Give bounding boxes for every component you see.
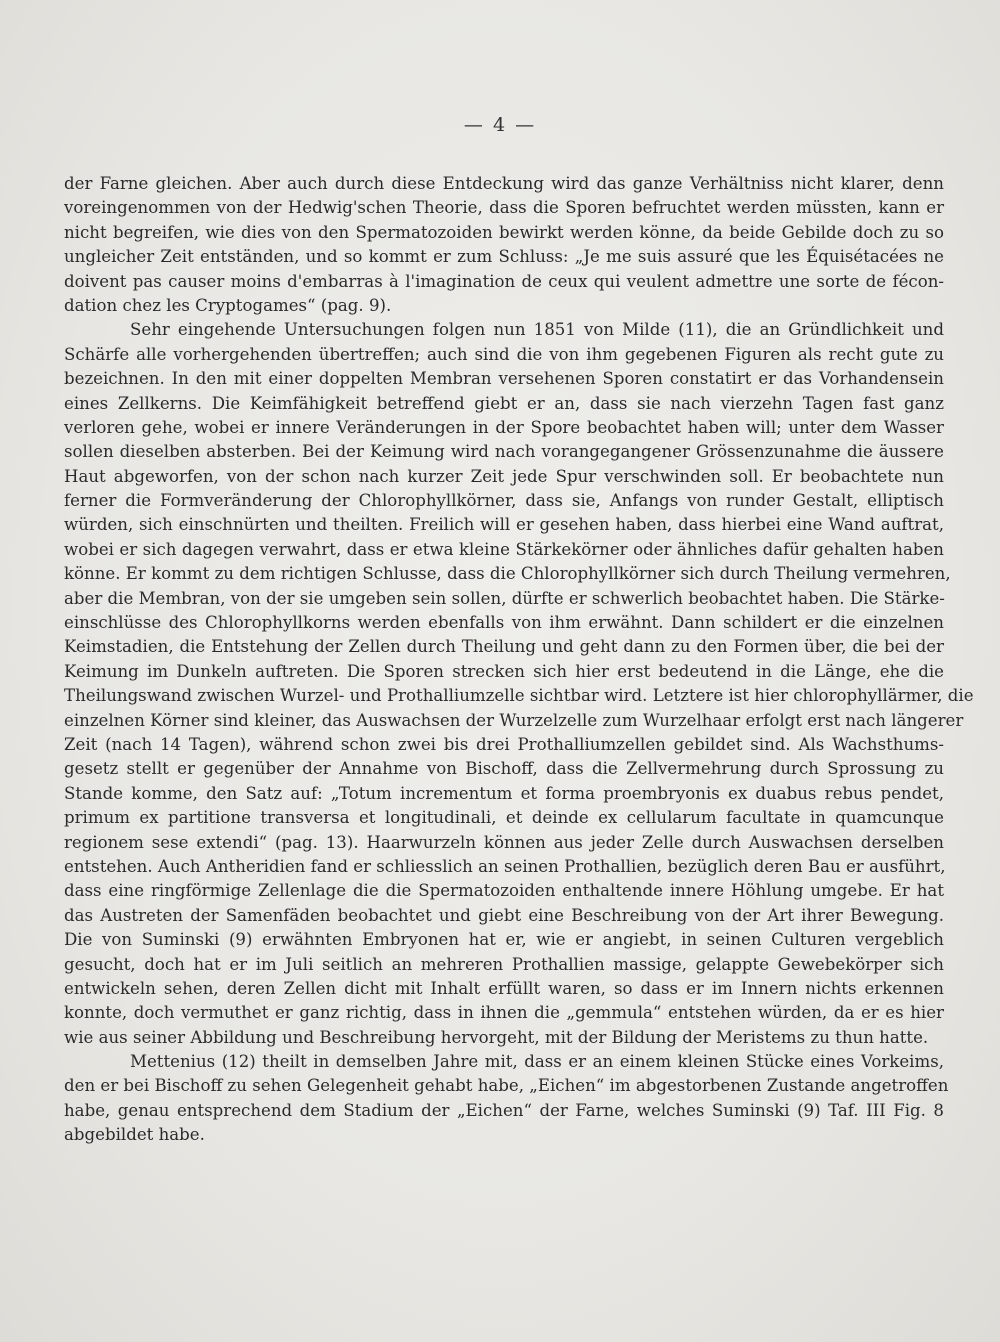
paragraph-start-line: Mettenius (12) theilt in demselben Jahre mit, dass er an einem kleinen Stücke eines Vorkeims, (130, 1052, 944, 1072)
text-line: das Austreten der Samenfäden beobachtet und giebt eine Beschreibung von der Art ihrer Bewegung. (64, 905, 944, 925)
text-line: entwickeln sehen, deren Zellen dicht mit Inhalt erfüllt waren, so dass er im Innern nichts erkennen (64, 978, 944, 998)
text-line: dation chez les Cryptogames“ (pag. 9). (64, 295, 392, 315)
text-line: abgebildet habe. (64, 1125, 205, 1145)
text-line: Zeit (nach 14 Tagen), während schon zwei bis drei Prothalliumzellen gebildet sind. Als Wachsthums- (64, 734, 944, 754)
text-line: gesucht, doch hat er im Juli seitlich an mehreren Prothallien massige, gelappte Gewebekörper sich (64, 954, 944, 974)
text-line: könne. Er kommt zu dem richtigen Schlusse, dass die Chlorophyllkörner sich durch Theilung vermehren, (64, 564, 951, 584)
paragraph-start-line: Sehr eingehende Untersuchungen folgen nun 1851 von Milde (11), die an Gründlichkeit und (130, 320, 944, 340)
text-line: den er bei Bischoff zu sehen Gelegenheit gehabt habe, „Eichen“ im abgestorbenen Zustande angetroffen (64, 1076, 949, 1096)
body-text (64, 172, 974, 1148)
text-line: Die von Suminski (9) erwähnten Embryonen hat er, wie er angiebt, in seinen Culturen vergeblich (64, 930, 944, 950)
text-line: doivent pas causer moins d'embarras à l'imagination de ceux qui veulent admettre une sorte de fécon- (64, 271, 944, 291)
text-line: Keimstadien, die Entstehung der Zellen durch Theilung und geht dann zu den Formen über, die bei der (64, 637, 944, 657)
text-line: ungleicher Zeit entständen, und so kommt er zum Schluss: „Je me suis assuré que les Équisétacées ne (64, 247, 944, 267)
text-line: würden, sich einschnürten und theilten. Freilich will er gesehen haben, dass hierbei eine Wand auftrat, (64, 515, 944, 535)
page-number: — 4 — (463, 114, 537, 136)
text-line: verloren gehe, wobei er innere Veränderungen in der Spore beobachtet haben will; unter dem Wasser (64, 417, 944, 437)
text-line: wie aus seiner Abbildung und Beschreibung hervorgeht, mit der Bildung der Meristems zu thun hatte. (64, 1027, 929, 1047)
text-line: sollen dieselben absterben. Bei der Keimung wird nach vorangegangener Grössenzunahme die äussere (64, 442, 944, 462)
text-line: bezeichnen. In den mit einer doppelten Membran versehenen Sporen constatirt er das Vorhandensein (64, 369, 944, 389)
text-line: habe, genau entsprechend dem Stadium der „Eichen“ der Farne, welches Suminski (9) Taf. III Fig. 8 (64, 1100, 944, 1120)
text-line: primum ex partitione transversa et longitudinali, et deinde ex cellularum facultate in quamcunque (64, 808, 944, 828)
text-line: Stande komme, den Satz auf: „Totum incrementum et forma proembryonis ex duabus rebus pendet, (64, 783, 944, 803)
text-line: eines Zellkerns. Die Keimfähigkeit betreffend giebt er an, dass sie nach vierzehn Tagen fast ganz (64, 393, 944, 413)
text-line: Keimung im Dunkeln auftreten. Die Sporen strecken sich hier erst bedeutend in die Länge, ehe die (64, 661, 944, 681)
text-line: aber die Membran, von der sie umgeben sein sollen, dürfte er schwerlich beobachtet haben. Die Stärke- (64, 588, 945, 608)
text-line: ferner die Formveränderung der Chlorophyllkörner, dass sie, Anfangs von runder Gestalt, elliptisch (64, 491, 944, 511)
text-line: gesetz stellt er gegenüber der Annahme von Bischoff, dass die Zellvermehrung durch Sprossung zu (64, 759, 944, 779)
text-line: regionem sese extendi“ (pag. 13). Haarwurzeln können aus jeder Zelle durch Auswachsen derselben (64, 832, 944, 852)
text-line: voreingenommen von der Hedwig'schen Theorie, dass die Sporen befruchtet werden müssten, kann er (64, 198, 944, 218)
text-line: der Farne gleichen. Aber auch durch diese Entdeckung wird das ganze Verhältniss nicht klarer, denn (64, 174, 944, 193)
text-line: nicht begreifen, wie dies von den Spermatozoiden bewirkt werden könne, da beide Gebilde doch zu so (64, 222, 944, 242)
text-line: einzelnen Körner sind kleiner, das Auswachsen der Wurzelzelle zum Wurzelhaar erfolgt erst nach längerer (64, 710, 964, 730)
text-line: Schärfe alle vorhergehenden übertreffen; auch sind die von ihm gegebenen Figuren als recht gute zu (64, 344, 944, 364)
text-line: dass eine ringförmige Zellenlage die die Spermatozoiden enthaltende innere Höhlung umgebe. Er hat (64, 881, 944, 901)
text-line: Theilungswand zwischen Wurzel- und Prothalliumzelle sichtbar wird. Letztere ist hier chlorophyllärmer, die (64, 686, 974, 706)
text-line: Haut abgeworfen, von der schon nach kurzer Zeit jede Spur verschwinden soll. Er beobachtete nun (64, 466, 944, 486)
text-line: einschlüsse des Chlorophyllkorns werden ebenfalls von ihm erwähnt. Dann schildert er die einzelnen (64, 613, 944, 633)
text-line: entstehen. Auch Antheridien fand er schliesslich an seinen Prothallien, bezüglich deren Bau er ausführt, (64, 856, 946, 876)
text-line: wobei er sich dagegen verwahrt, dass er etwa kleine Stärkekörner oder ähnliches dafür gehalten haben (64, 539, 944, 559)
text-line: konnte, doch vermuthet er ganz richtig, dass in ihnen die „gemmula“ entstehen würden, da er es hier (64, 1003, 944, 1023)
